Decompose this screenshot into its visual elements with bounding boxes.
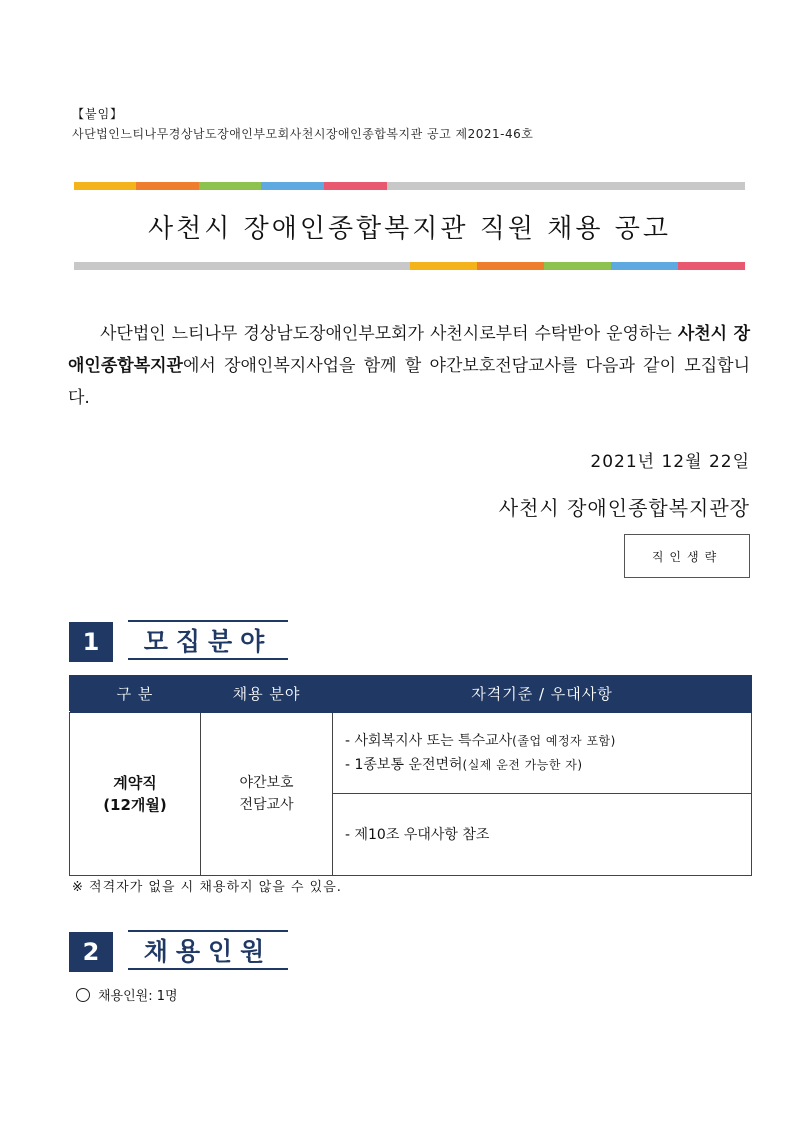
table-note: ※ 적격자가 없을 시 채용하지 않을 수 있음. <box>72 880 342 895</box>
employment-type: 계약직 <box>113 774 157 792</box>
notice-reference: 사단법인느티나무경상남도장애인부모회사천시장애인종합복지관 공고 제2021-46호 <box>72 127 534 141</box>
header-field: 채용 분야 <box>201 676 333 712</box>
qualification-item: - 1종보통 운전면허(실제 운전 가능한 자) <box>345 757 583 773</box>
employment-period: (12개월) <box>103 796 167 814</box>
hiring-count-text: 채용인원: 1명 <box>98 989 178 1004</box>
section-2-number: 2 <box>69 932 113 972</box>
header-qualification: 자격기준 / 우대사항 <box>333 676 752 712</box>
job-field-line1: 야간보호 <box>239 775 294 791</box>
employment-type-cell <box>70 712 201 876</box>
hiring-count <box>76 985 178 1004</box>
intro-text-1: 사단법인 느티나무 경상남도장애인부모회가 사천시로부터 수탁받아 운영하는 <box>100 324 678 344</box>
table-header-row <box>70 676 752 712</box>
intro-org-name: 사천시 장애인종합복지관 <box>68 324 750 376</box>
table-row <box>70 712 752 794</box>
bottom-color-stripe <box>74 262 745 270</box>
job-field-line2: 전담교사 <box>239 797 294 813</box>
job-field-cell <box>201 712 333 876</box>
qualification-item: - 사회복지사 또는 특수교사(졸업 예정자 포함) <box>345 733 616 749</box>
signer-name: 사천시 장애인종합복지관장 <box>498 496 750 520</box>
page-title: 사천시 장애인종합복지관 직원 채용 공고 <box>147 214 672 244</box>
seal-omitted-box: 직인생략 <box>624 534 750 578</box>
top-color-stripe <box>74 182 745 190</box>
header-type: 구 분 <box>70 676 201 712</box>
section-2-title: 채용인원 <box>128 930 288 970</box>
attachment-tag: 【붙임】 <box>72 107 124 121</box>
notice-date: 2021년 12월 22일 <box>590 452 750 472</box>
recruitment-table <box>69 675 752 876</box>
section-1-title: 모집분야 <box>128 620 288 660</box>
intro-paragraph <box>68 318 750 414</box>
circle-bullet-icon <box>76 988 90 1002</box>
intro-text-2: 에서 장애인복지사업을 함께 할 야간보호전담교사를 다음과 같이 모집합니다. <box>68 356 750 408</box>
section-1-number: 1 <box>69 622 113 662</box>
preference-cell: - 제10조 우대사항 참조 <box>333 794 752 876</box>
qualifications-cell <box>333 712 752 794</box>
